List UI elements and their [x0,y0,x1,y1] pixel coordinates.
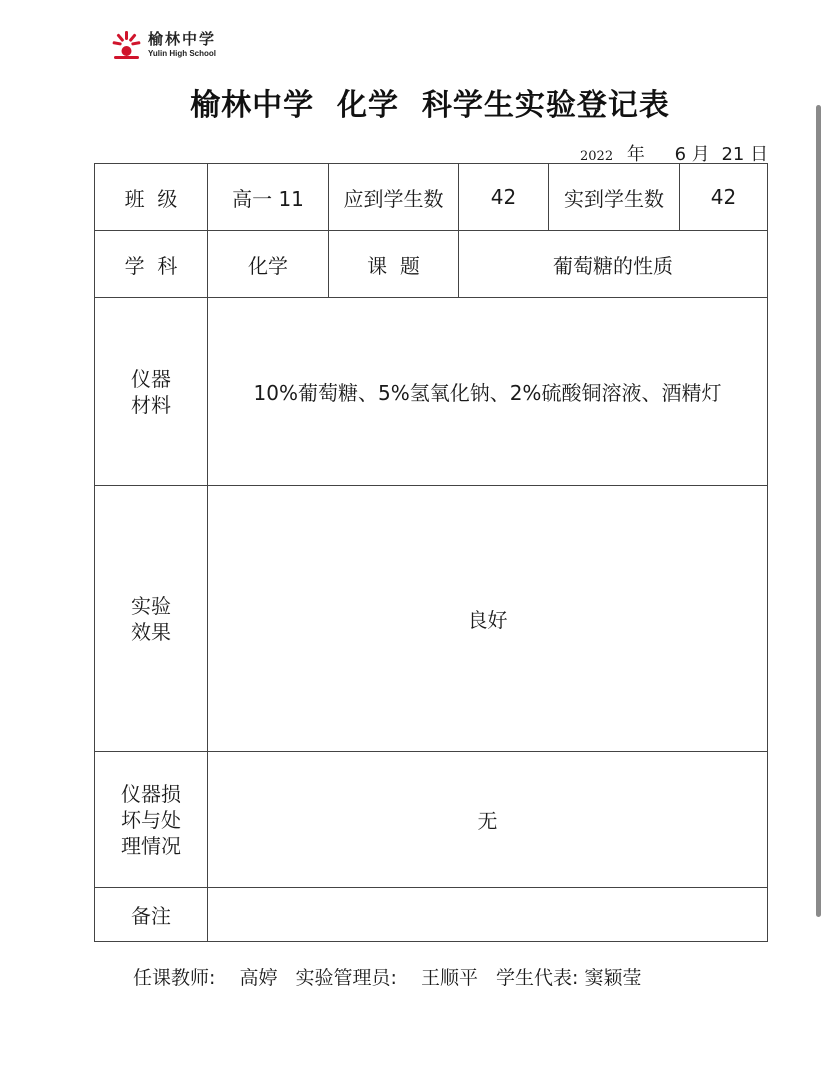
signatures-footer [133,963,642,990]
actual-students-value: 42 [680,164,768,231]
expected-students-label: 应到学生数 [329,164,459,231]
date-year: 2022 [580,149,614,164]
expected-students-value: 42 [459,164,549,231]
table-row [95,752,768,888]
table-row [95,888,768,942]
materials-value: 10%葡萄糖、5%氢氧化钠、2%硫酸铜溶液、酒精灯 [208,298,768,486]
notes-label: 备注 [95,888,208,942]
effect-label-line: 实验 [131,593,171,618]
table-row [95,231,768,298]
table-row [95,298,768,486]
topic-value: 葡萄糖的性质 [459,231,768,298]
damage-label-line: 坏与处 [121,807,181,832]
vertical-scrollbar[interactable] [816,105,821,917]
notes-value [208,888,768,942]
table-row [95,486,768,752]
date-month-unit: 月 [691,144,710,165]
teacher-label: 任课教师: [133,967,216,989]
table-row [95,164,768,231]
logo-chinese-name: 榆林中学 [148,30,217,48]
actual-students-label: 实到学生数 [549,164,680,231]
date-year-unit: 年 [626,144,645,165]
topic-label: 课 题 [329,231,459,298]
effect-value: 良好 [208,486,768,752]
materials-label-line: 仪器 [131,366,171,391]
damage-label [95,752,208,888]
student-name: 窦颖莹 [584,967,642,989]
page-title: 榆林中学 化学 科学生实验登记表 [190,88,670,123]
manager-label: 实验管理员: [295,967,397,989]
damage-label-line: 理情况 [121,833,181,858]
date-month: 6 [674,144,687,165]
damage-value: 无 [208,752,768,888]
damage-label-line: 仪器损 [121,781,181,806]
effect-label-line: 效果 [131,619,171,644]
school-emblem-icon [110,29,142,61]
date-day: 21 [721,144,745,165]
manager-name: 王顺平 [420,967,478,989]
teacher-name: 高婷 [239,967,278,989]
date-day-unit: 日 [750,144,769,165]
logo-english-name: Yulin High School [148,49,216,58]
school-logo [110,28,216,62]
class-value: 高一 11 [208,164,329,231]
subject-label: 学 科 [95,231,208,298]
class-label: 班 级 [95,164,208,231]
experiment-register-table [94,163,768,942]
subject-value: 化学 [208,231,329,298]
student-label: 学生代表: [496,967,579,989]
materials-label-line: 材料 [131,392,171,417]
materials-label [95,298,208,486]
effect-label [95,486,208,752]
